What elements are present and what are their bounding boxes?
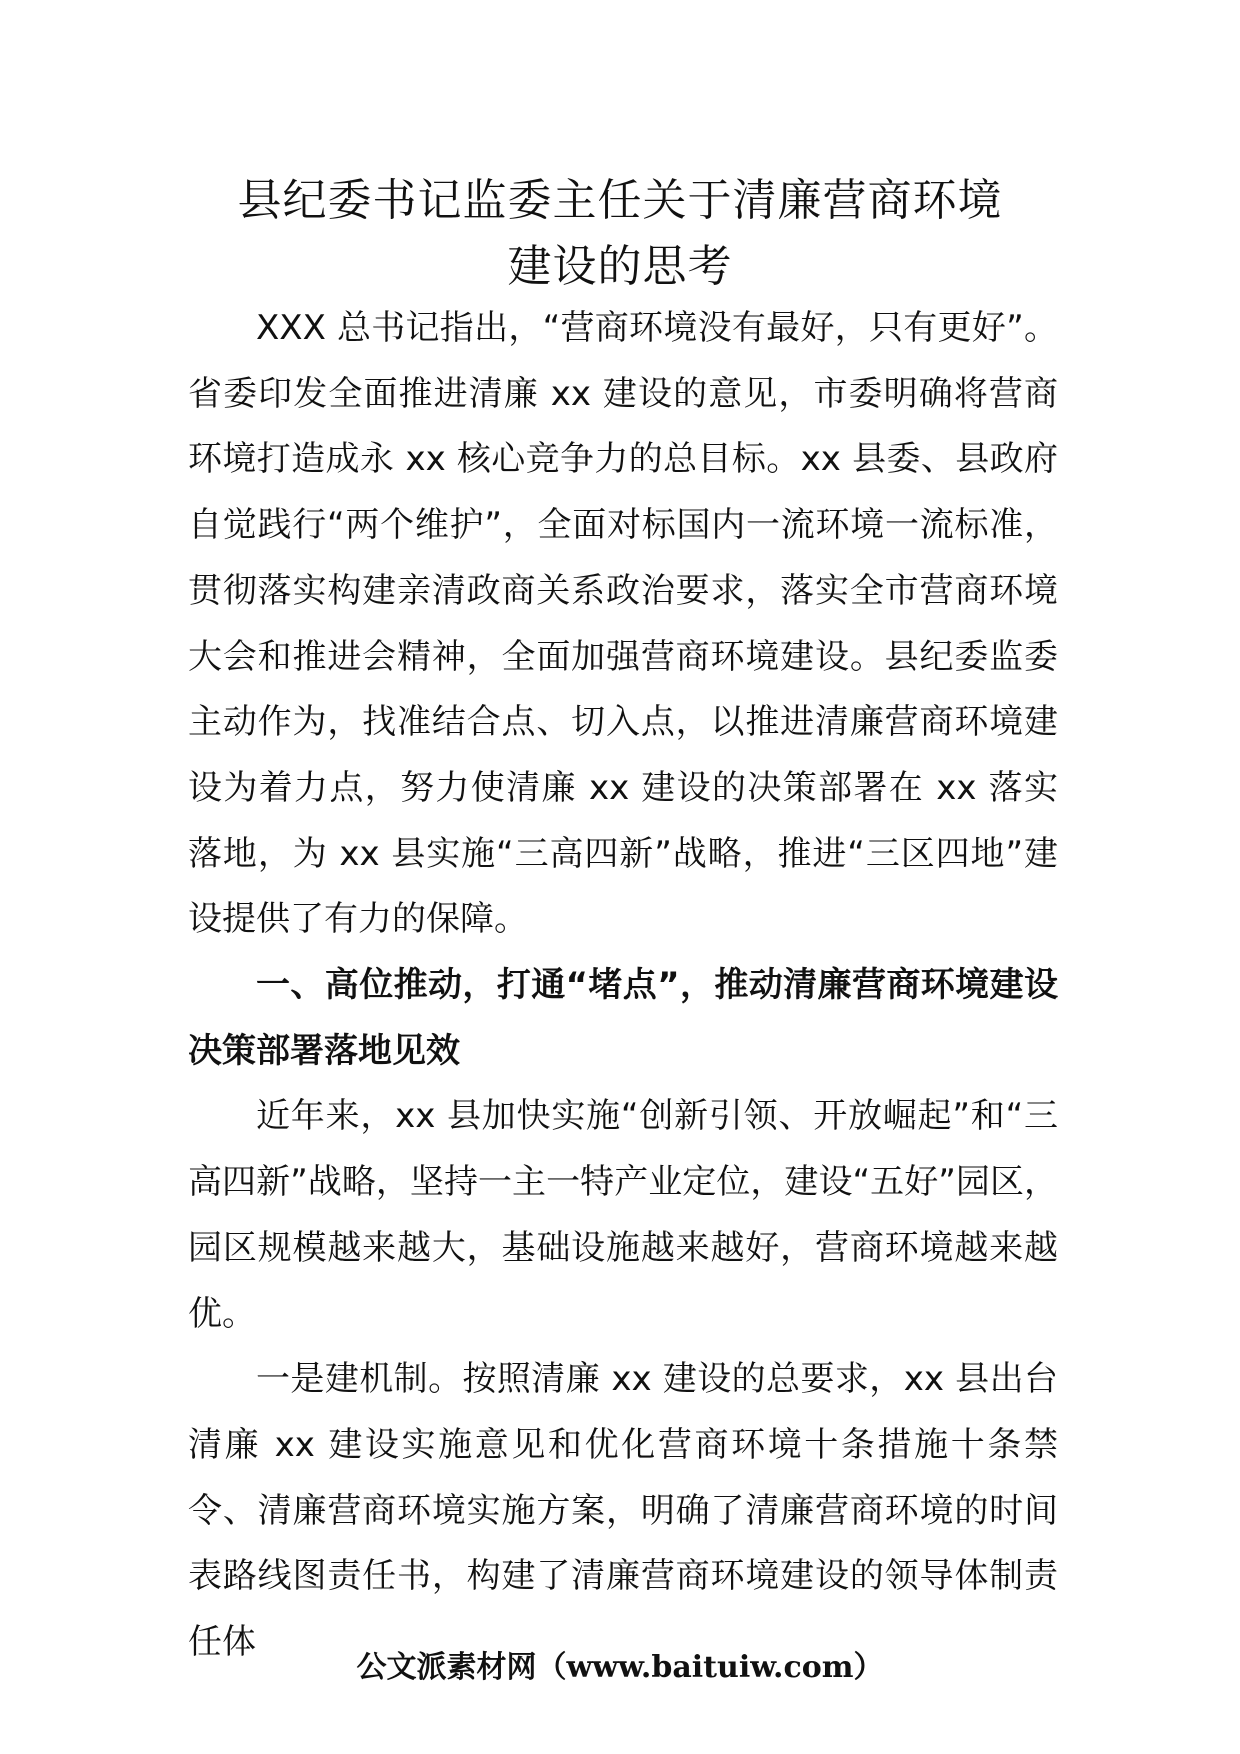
- footer-watermark: 公文派素材网（www.baituiw.com）: [356, 1650, 884, 1685]
- paragraph-recent-years: 近年来，xx 县加快实施“创新引领、开放崛起”和“三高四新”战略，坚持一主一特产业定位，建设“五好”园区，园区规模越来越大，基础设施越来越好，营商环境越来越优。: [188, 1096, 1058, 1334]
- paragraph-intro: XXX 总书记指出，“营商环境没有最好，只有更好”。省委印发全面推进清廉 xx 建设的意见，市委明确将营商环境打造成永 xx 核心竞争力的总目标。xx 县委、县政府自觉践行“两个维护”，全面对标国内一流环境一流标准，贯彻落实构建亲清政商关系政治要求，落实全市营商环境大会和推进会精神，全面加强营商环境建设。县纪委监委主动作为，找准结合点、切入点，以推进清廉营商环境建设为着力点，努力使清廉 xx 建设的决策部署在 xx 落实落地，为 xx 县实施“三高四新”战略，推进“三区四地”建设提供了有力的保障。: [188, 308, 1058, 940]
- document-title-line-1: 县纪委书记监委主任关于清廉营商环境: [237, 175, 1003, 226]
- paragraph-build-mechanism: 一是建机制。按照清廉 xx 建设的总要求，xx 县出台清廉 xx 建设实施意见和优化营商环境十条措施十条禁令、清廉营商环境实施方案，明确了清廉营商环境的时间表路线图责任书，构建了清廉营商环境建设的领导体制责任体: [188, 1359, 1058, 1663]
- document-body: [188, 296, 1058, 1676]
- document-title-line-2: 建设的思考: [507, 241, 733, 292]
- section-heading-1: 一、高位推动，打通“堵点”，推动清廉营商环境建设决策部署落地见效: [188, 965, 1058, 1071]
